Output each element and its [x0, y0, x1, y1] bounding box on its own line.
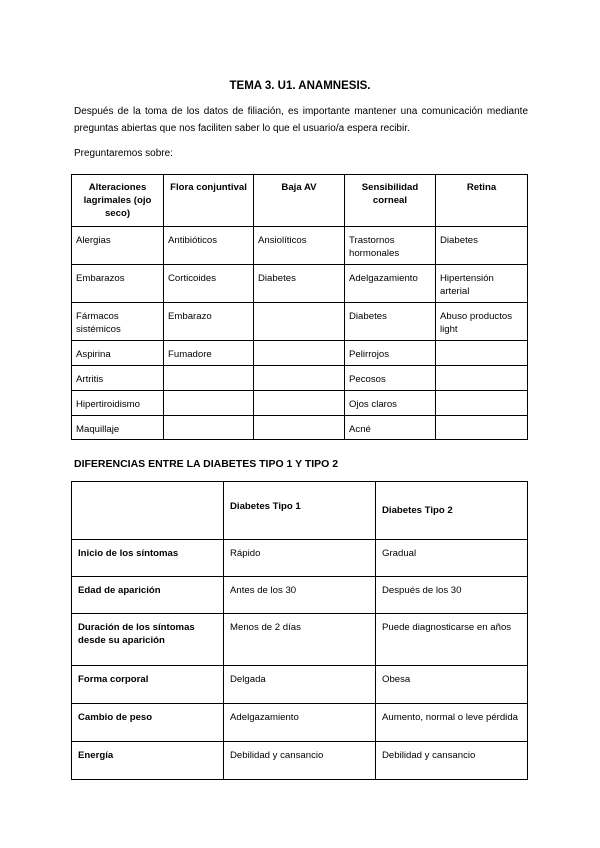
table-cell: Ojos claros	[345, 391, 436, 416]
table-cell: Hipertensión arterial	[436, 265, 528, 303]
table-cell: Adelgazamiento	[345, 265, 436, 303]
table-row	[72, 416, 528, 440]
page-title: TEMA 3. U1. ANAMNESIS.	[229, 80, 371, 92]
table-cell: Fumadore	[164, 341, 254, 366]
table-header: Retina	[436, 175, 528, 227]
table-cell: Antibióticos	[164, 227, 254, 265]
row-label: Inicio de los síntomas	[72, 540, 224, 577]
table-cell	[164, 366, 254, 391]
table-cell: Abuso productos light	[436, 303, 528, 341]
table-cell: Trastornos hormonales	[345, 227, 436, 265]
table-cell: Embarazos	[72, 265, 164, 303]
table-cell: Menos de 2 días	[224, 614, 376, 666]
anamnesis-table	[71, 174, 528, 440]
table-cell: Obesa	[376, 666, 528, 704]
table-cell	[436, 341, 528, 366]
table-cell: Maquillaje	[72, 416, 164, 440]
table-cell: Diabetes	[345, 303, 436, 341]
table-cell: Adelgazamiento	[224, 704, 376, 742]
table-cell	[254, 303, 345, 341]
table-header	[72, 482, 224, 540]
table-row	[72, 666, 528, 704]
table-cell: Delgada	[224, 666, 376, 704]
table-cell	[254, 366, 345, 391]
table-row	[72, 366, 528, 391]
table-cell: Pecosos	[345, 366, 436, 391]
intro-paragraph: Después de la toma de los datos de filiación, es importante mantener una comunicación mediante preguntas abiertas que nos faciliten saber lo que el usuario/a espera recibir.	[74, 106, 528, 134]
table-cell	[164, 391, 254, 416]
table-cell: Debilidad y cansancio	[376, 742, 528, 780]
row-label: Forma corporal	[72, 666, 224, 704]
table-cell	[254, 391, 345, 416]
table-cell	[436, 366, 528, 391]
row-label: Cambio de peso	[72, 704, 224, 742]
table-cell	[254, 341, 345, 366]
table-header: Diabetes Tipo 1	[224, 482, 376, 540]
table-cell: Puede diagnosticarse en años	[376, 614, 528, 666]
table-row	[72, 577, 528, 614]
table-cell: Después de los 30	[376, 577, 528, 614]
table-cell: Aspirina	[72, 341, 164, 366]
table-row	[72, 742, 528, 780]
table-cell: Debilidad y cansancio	[224, 742, 376, 780]
table-row	[72, 391, 528, 416]
questions-label: Preguntaremos sobre:	[74, 148, 173, 159]
table-row	[72, 540, 528, 577]
table-cell: Aumento, normal o leve pérdida	[376, 704, 528, 742]
table-cell: Ansiolíticos	[254, 227, 345, 265]
table-header: Baja AV	[254, 175, 345, 227]
table-row	[72, 227, 528, 265]
section-heading: DIFERENCIAS ENTRE LA DIABETES TIPO 1 Y TIPO 2	[74, 458, 339, 470]
table-header-row	[72, 482, 528, 540]
table-cell	[254, 416, 345, 440]
table-row	[72, 614, 528, 666]
table-cell: Embarazo	[164, 303, 254, 341]
table-row	[72, 704, 528, 742]
table-header: Flora conjuntival	[164, 175, 254, 227]
table-cell: Artritis	[72, 366, 164, 391]
table-cell: Hipertiroidismo	[72, 391, 164, 416]
row-label: Edad de aparición	[72, 577, 224, 614]
table-cell	[436, 391, 528, 416]
table-cell: Corticoides	[164, 265, 254, 303]
table-cell: Antes de los 30	[224, 577, 376, 614]
table-cell: Gradual	[376, 540, 528, 577]
table-cell	[164, 416, 254, 440]
table-cell: Alergias	[72, 227, 164, 265]
table-row	[72, 341, 528, 366]
table-row	[72, 303, 528, 341]
table-header: Diabetes Tipo 2	[376, 482, 528, 540]
table-cell: Diabetes	[254, 265, 345, 303]
table-cell: Pelirrojos	[345, 341, 436, 366]
table-cell: Acné	[345, 416, 436, 440]
row-label: Duración de los síntomas desde su aparición	[72, 614, 224, 666]
table-header: Sensibilidad corneal	[345, 175, 436, 227]
table-cell: Rápido	[224, 540, 376, 577]
table-cell	[436, 416, 528, 440]
row-label: Energía	[72, 742, 224, 780]
table-cell: Diabetes	[436, 227, 528, 265]
table-cell: Fármacos sistémicos	[72, 303, 164, 341]
table-header-row	[72, 175, 528, 227]
diabetes-comparison-table	[71, 481, 528, 780]
table-header: Alteraciones lagrimales (ojo seco)	[72, 175, 164, 227]
table-row	[72, 265, 528, 303]
